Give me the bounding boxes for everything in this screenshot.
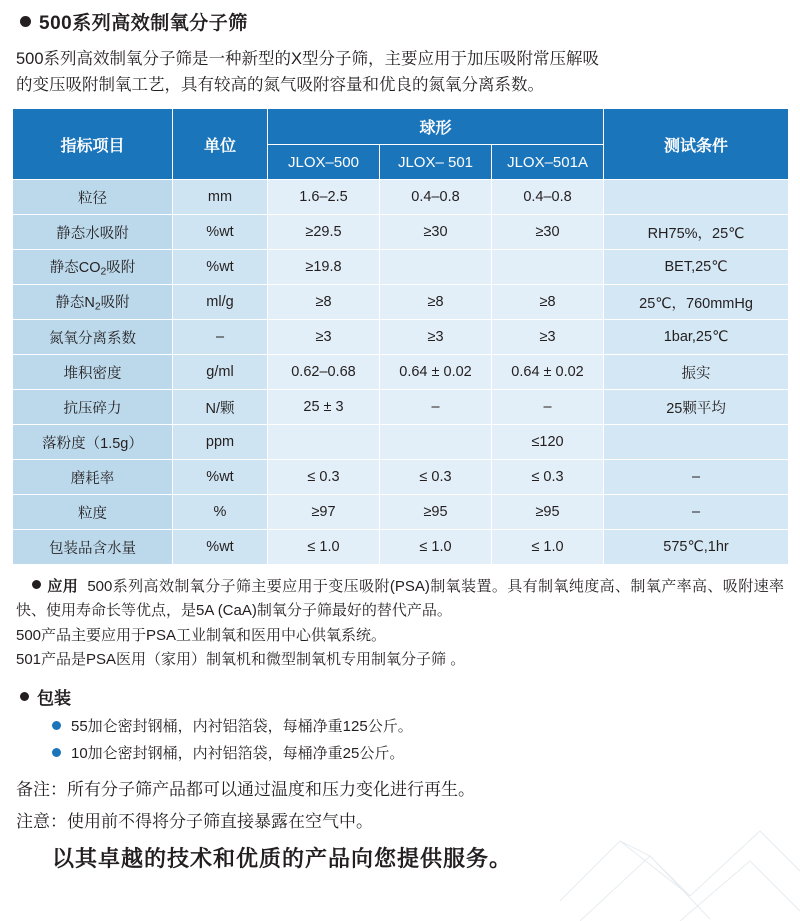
application-line-2: 500产品主要应用于PSA工业制氧和医用中心供氧系统。 (16, 626, 387, 644)
intro-line-2: 的变压吸附制氧工艺，具有较高的氮气吸附容量和优良的氮氧分离系数。 (16, 75, 544, 94)
row-value-3: ≥8 (492, 285, 604, 320)
row-value-1: 0.62–0.68 (268, 355, 380, 390)
row-condition: 振实 (604, 355, 789, 390)
table-row (13, 495, 789, 530)
row-value-2: ≥95 (380, 495, 492, 530)
header-unit: 单位 (173, 109, 268, 180)
row-item-label: 堆积密度 (13, 355, 173, 390)
application-line-3: 501产品是PSA医用（家用）制氧机和微型制氧机专用制氧分子筛 。 (16, 651, 466, 669)
table-row (13, 320, 789, 355)
row-condition: BET,25℃ (604, 250, 789, 285)
row-value-2: 0.4–0.8 (380, 180, 492, 215)
row-value-1: ≥19.8 (268, 250, 380, 285)
row-value-1: ≤ 1.0 (268, 530, 380, 565)
row-value-1: ≥3 (268, 320, 380, 355)
row-unit: ppm (173, 425, 268, 460)
row-value-3: 0.4–0.8 (492, 180, 604, 215)
row-condition: RH75%，25℃ (604, 215, 789, 250)
row-item-label: 磨耗率 (13, 460, 173, 495)
row-condition: – (604, 460, 789, 495)
header-product-1: JLOX–500 (268, 145, 380, 180)
bullet-icon (52, 748, 61, 757)
row-item-label: 抗压碎力 (13, 390, 173, 425)
list-item-label: 55加仑密封钢桶，内衬铝箔袋，每桶净重125公斤。 (71, 718, 413, 736)
table-header-row (13, 109, 789, 145)
row-value-2: ≥3 (380, 320, 492, 355)
row-value-1 (268, 425, 380, 460)
remark-text: 备注：所有分子筛产品都可以通过温度和压力变化进行再生。 (16, 780, 475, 800)
row-unit: %wt (173, 250, 268, 285)
row-value-3: ≥30 (492, 215, 604, 250)
table-row (13, 530, 789, 565)
header-product-3: JLOX–501A (492, 145, 604, 180)
page-title (20, 8, 788, 35)
header-group-spherical: 球形 (268, 109, 604, 145)
row-value-2: ≤ 0.3 (380, 460, 492, 495)
page-title-text: 500系列高效制氧分子筛 (39, 13, 248, 34)
row-value-1: ≥8 (268, 285, 380, 320)
row-value-1: 25 ± 3 (268, 390, 380, 425)
list-item (52, 715, 788, 736)
row-item-label: 静态$CO_2$吸附 (13, 250, 173, 285)
row-unit: ml/g (173, 285, 268, 320)
row-value-1: ≤ 0.3 (268, 460, 380, 495)
row-unit: – (173, 320, 268, 355)
table-row (13, 285, 789, 320)
row-value-2: ≥30 (380, 215, 492, 250)
row-condition: 1bar,25℃ (604, 320, 789, 355)
table-row (13, 250, 789, 285)
row-item-label: 静态水吸附 (13, 215, 173, 250)
header-test-condition: 测试条件 (604, 109, 789, 180)
row-condition: – (604, 495, 789, 530)
row-value-2: ≤ 1.0 (380, 530, 492, 565)
intro-line-1: 500系列高效制氧分子筛是一种新型的X型分子筛，主要应用于加压吸附常压解吸 (16, 50, 600, 68)
application-section (16, 575, 784, 672)
row-value-2 (380, 425, 492, 460)
row-item-label: 包装品含水量 (13, 530, 173, 565)
bullet-icon (52, 721, 61, 730)
table-row (13, 215, 789, 250)
row-unit: %wt (173, 460, 268, 495)
row-unit: N/颗 (173, 390, 268, 425)
row-value-3: ≤ 0.3 (492, 460, 604, 495)
bullet-icon (20, 16, 31, 27)
bullet-icon (32, 580, 41, 589)
header-product-2: JLOX– 501 (380, 145, 492, 180)
list-item-label: 10加仑密封钢桶，内衬铝箔袋，每桶净重25公斤。 (71, 745, 405, 763)
row-value-2: 0.64 ± 0.02 (380, 355, 492, 390)
row-unit: mm (173, 180, 268, 215)
row-unit: % (173, 495, 268, 530)
spec-table (12, 108, 789, 565)
table-row (13, 425, 789, 460)
row-condition (604, 180, 789, 215)
row-value-3: ≥95 (492, 495, 604, 530)
packing-list (52, 715, 788, 763)
bullet-icon (20, 692, 29, 701)
application-paragraph (16, 575, 784, 624)
table-body (13, 180, 789, 565)
row-item-label: 静态$N_2$吸附 (13, 285, 173, 320)
row-value-2 (380, 250, 492, 285)
row-value-1: 1.6–2.5 (268, 180, 380, 215)
row-item-label: 粒度 (13, 495, 173, 530)
packing-heading (20, 684, 788, 709)
header-item: 指标项目 (13, 109, 173, 180)
table-row (13, 355, 789, 390)
row-condition: 575℃,1hr (604, 530, 789, 565)
row-unit: %wt (173, 530, 268, 565)
application-label: 应用 (47, 578, 79, 596)
row-unit: g/ml (173, 355, 268, 390)
row-value-3: ≤ 1.0 (492, 530, 604, 565)
row-value-1: ≥29.5 (268, 215, 380, 250)
table-row (13, 460, 789, 495)
list-item (52, 742, 788, 763)
row-value-2: – (380, 390, 492, 425)
row-value-3: ≤120 (492, 425, 604, 460)
intro-paragraph (16, 47, 784, 98)
row-value-3: ≥3 (492, 320, 604, 355)
row-condition: 25℃，760mmHg (604, 285, 789, 320)
slogan-text: 以其卓越的技术和优质的产品向您提供服务。 (52, 846, 513, 872)
row-condition: 25颗平均 (604, 390, 789, 425)
row-unit: %wt (173, 215, 268, 250)
row-condition (604, 425, 789, 460)
row-value-3: – (492, 390, 604, 425)
datasheet-page (0, 8, 800, 921)
row-item-label: 粒径 (13, 180, 173, 215)
application-text: 500系列高效制氧分子筛主要应用于变压吸附(PSA)制氧装置。具有制氧纯度高、制氧产率高、吸附速率快、使用寿命长等优点，是5A (CaA)制氧分子筛最好的替代产品。 (16, 578, 784, 620)
row-value-1: ≥97 (268, 495, 380, 530)
packing-label: 包装 (37, 689, 71, 709)
row-value-2: ≥8 (380, 285, 492, 320)
row-item-label: 氮氧分离系数 (13, 320, 173, 355)
caution-text: 注意：使用前不得将分子筛直接暴露在空气中。 (16, 811, 373, 831)
row-value-3: 0.64 ± 0.02 (492, 355, 604, 390)
table-row (13, 390, 789, 425)
row-value-3 (492, 250, 604, 285)
table-row (13, 180, 789, 215)
row-item-label: 落粉度（1.5g） (13, 425, 173, 460)
